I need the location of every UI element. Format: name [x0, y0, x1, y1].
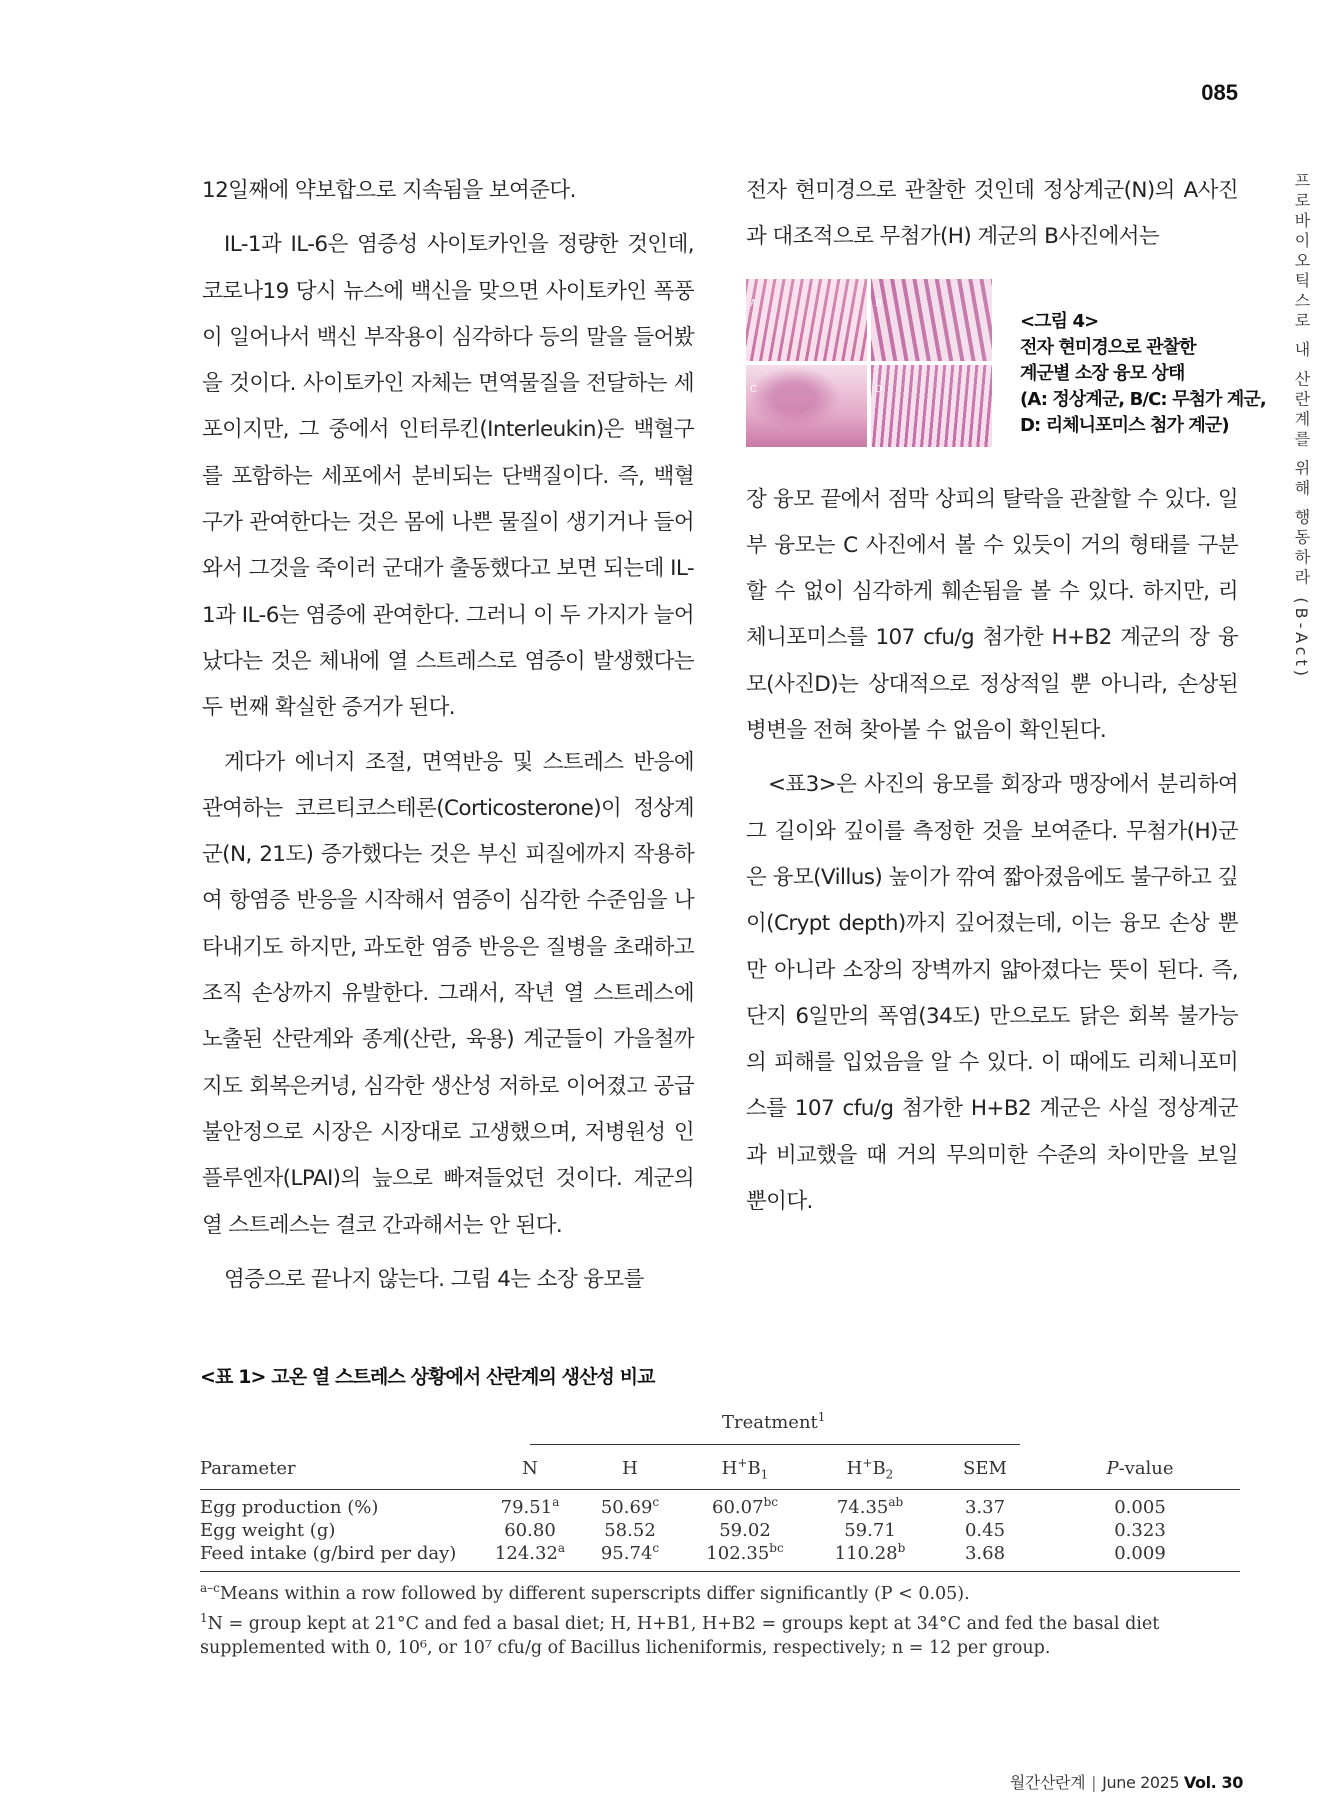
figure-caption-line: <그림 4>: [1020, 310, 1099, 332]
page-footer: [1010, 1770, 1243, 1793]
header-h-b1: $H^+B_1$: [680, 1446, 810, 1490]
figure-4: [746, 279, 1266, 447]
micrograph-grid: [746, 279, 992, 447]
figure-caption-line: 계군별 소장 융모 상태: [1020, 362, 1185, 384]
cell-h-b2: 74.35$^{ab}$: [836, 1495, 904, 1518]
treatment-rule: [530, 1444, 1020, 1445]
figure-caption: [1020, 309, 1266, 439]
panel-label-c: C: [750, 384, 757, 395]
micrograph-panel-c: [746, 365, 867, 447]
right-column: [746, 168, 1266, 1225]
cell-n: 79.51$^a$: [500, 1495, 560, 1518]
footnote-treatments: $^1$N = group kept at 21°C and fed a basal diet; H, H+B1, H+B2 = groups kept at 34°C and fed the basal diet supplemented with 0, 10⁶, or 10⁷ cfu/g of Bacillus licheniformis, respectively; n = 12 per group.: [200, 1611, 1160, 1658]
data-table: [200, 1446, 1240, 1572]
cell-p-value: 0.005: [1114, 1497, 1166, 1518]
cell-n: 124.32$^a$: [480, 1542, 580, 1572]
cell-h: 50.69$^c$: [600, 1495, 660, 1518]
cell-parameter: Feed intake (g/bird per day): [200, 1542, 480, 1572]
panel-label-b: B: [875, 298, 882, 309]
cell-h-b1: 102.35$^{bc}$: [680, 1542, 810, 1572]
volume-number: Vol. 30: [1183, 1773, 1243, 1792]
cell-sem: 3.37: [964, 1497, 1006, 1518]
footer-separator: |: [1091, 1773, 1097, 1792]
cell-parameter: Egg production (%): [200, 1497, 379, 1518]
panel-label-a: A: [750, 298, 756, 309]
header-h: H: [580, 1446, 680, 1490]
table-row: [200, 1490, 1240, 1520]
magazine-name: 월간산란계: [1009, 1773, 1086, 1792]
figure-caption-line: (A: 정상계군, B/C: 무첨가 계군,: [1020, 388, 1266, 410]
table-footnotes: [200, 1582, 1240, 1660]
panel-label-d: D: [875, 384, 882, 395]
cell-h: 58.52: [604, 1520, 656, 1541]
table-title: <표 1> 고온 열 스트레스 상황에서 산란계의 생산성 비교: [200, 1366, 655, 1388]
header-n: N: [480, 1446, 580, 1490]
productivity-table: [200, 1406, 1240, 1572]
header-p-value: P-value: [1040, 1446, 1240, 1490]
table-row: [200, 1542, 1240, 1572]
cell-parameter: Egg weight (g): [200, 1520, 336, 1541]
micrograph-panel-d: [871, 365, 992, 447]
issue-date: June 2025: [1102, 1773, 1180, 1792]
right-paragraph-top: 전자 현미경으로 관찰한 것인데 정상계군(N)의 A사진과 대조적으로 무첨가(H) 계군의 B사진에서는: [746, 178, 1238, 250]
cell-p-value: 0.009: [1040, 1542, 1240, 1572]
figure-caption-line: D: 리체니포미스 첨가 계군): [1020, 414, 1229, 436]
cell-h-b2: 110.28$^b$: [810, 1542, 930, 1572]
treatment-header: [200, 1406, 1240, 1446]
table-header-row: [200, 1446, 1240, 1490]
micrograph-panel-b: [871, 279, 992, 361]
left-paragraph-3: 게다가 에너지 조절, 면역반응 및 스트레스 반응에 관여하는 코르티코스테론(Corticosterone)이 정상계군(N, 21도) 증가했다는 것은 부신 피질에까지 작용하여 항염증 반응을 시작해서 염증이 심각한 수준임을 나타내기도 하지만, 과도한 염증 반응은 질병을 초래하고 조직 손상까지 유발한다. 그래서, 작년 열 스트레스에 노출된 산란계와 종계(산란, 육용) 계군들이 가을철까지도 회복은커녕, 심각한 생산성 저하로 이어졌고 공급 불안정으로 시장은 시장대로 고생했으며, 저병원성 인플루엔자(LPAI)의 늪으로 빠져들었던 것이다. 계군의 열 스트레스는 결코 간과해서는 안 된다.: [202, 749, 694, 1238]
cell-h-b1: 59.02: [719, 1520, 771, 1541]
table-row: [200, 1519, 1240, 1542]
left-paragraph-4: 염증으로 끝나지 않는다. 그림 4는 소장 융모를: [224, 1266, 644, 1292]
left-column: [202, 168, 694, 1303]
left-paragraph-2: IL-1과 IL-6은 염증성 사이토카인을 정량한 것인데, 코로나19 당시 뉴스에 백신을 맞으면 사이토카인 폭풍이 일어나서 백신 부작용이 심각하다 등의 말을 들어봤을 것이다. 사이토카인 자체는 면역물질을 전달하는 세포이지만, 그 중에서 인터루킨(Interleukin)은 백혈구를 포함하는 세포에서 분비되는 단백질이다. 즉, 백혈구가 관여한다는 것은 몸에 나쁜 물질이 생기거나 들어와서 그것을 죽이러 군대가 출동했다고 보면 되는데 IL-1과 IL-6는 염증에 관여한다. 그러니 이 두 가지가 늘어났다는 것은 체내에 열 스트레스로 염증이 발생했다는 두 번째 확실한 증거가 된다.: [202, 232, 694, 721]
cell-sem: 3.68: [930, 1542, 1040, 1572]
left-paragraph-1: 12일째에 약보합으로 지속됨을 보여준다.: [202, 178, 576, 203]
cell-h-b2: 59.71: [844, 1520, 896, 1541]
cell-p-value: 0.323: [1114, 1520, 1166, 1541]
side-section-tab: 프로바이오틱스로 내 산란계를 위해 행동하라 (B-Act): [1292, 172, 1311, 681]
right-paragraph-1: 장 융모 끝에서 점막 상피의 탈락을 관찰할 수 있다. 일부 융모는 C 사진에서 볼 수 있듯이 거의 형태를 구분할 수 없이 심각하게 훼손됨을 볼 수 있다. 하지만, 리체니포미스를 107 cfu/g 첨가한 H+B2 계군의 장 융모(사진D)는 상대적으로 정상적일 뿐 아니라, 손상된 병변을 전혀 찾아볼 수 없음이 확인된다.: [746, 486, 1238, 744]
treatment-label: Treatment$^1$: [722, 1410, 826, 1433]
footnote-significance: $^{a-c}$Means within a row followed by different superscripts differ significantly (P < 0.05).: [200, 1581, 970, 1604]
cell-n: 60.80: [504, 1520, 556, 1541]
cell-h-b1: 60.07$^{bc}$: [712, 1495, 778, 1518]
figure-caption-line: 전자 현미경으로 관찰한: [1020, 336, 1196, 358]
header-h-b2: $H^+B_2$: [810, 1446, 930, 1490]
cell-h: 95.74$^c$: [580, 1542, 680, 1572]
page-number: 085: [1201, 80, 1238, 105]
cell-sem: 0.45: [964, 1520, 1006, 1541]
micrograph-panel-a: [746, 279, 867, 361]
header-parameter: Parameter: [200, 1446, 480, 1490]
right-paragraph-2: <표3>은 사진의 융모를 회장과 맹장에서 분리하여 그 길이와 깊이를 측정한 것을 보여준다. 무첨가(H)군은 융모(Villus) 높이가 깎여 짧아졌음에도 불구하고 깊이(Crypt depth)까지 깊어졌는데, 이는 융모 손상 뿐만 아니라 소장의 장벽까지 얇아졌다는 뜻이 된다. 즉, 단지 6일만의 폭염(34도) 만으로도 닭은 회복 불가능의 피해를 입었음을 알 수 있다. 이 때에도 리체니포미스를 107 cfu/g 첨가한 H+B2 계군은 사실 정상계군과 비교했을 때 거의 무의미한 수준의 차이만을 보일 뿐이다.: [746, 772, 1238, 1215]
header-sem: SEM: [930, 1446, 1040, 1490]
